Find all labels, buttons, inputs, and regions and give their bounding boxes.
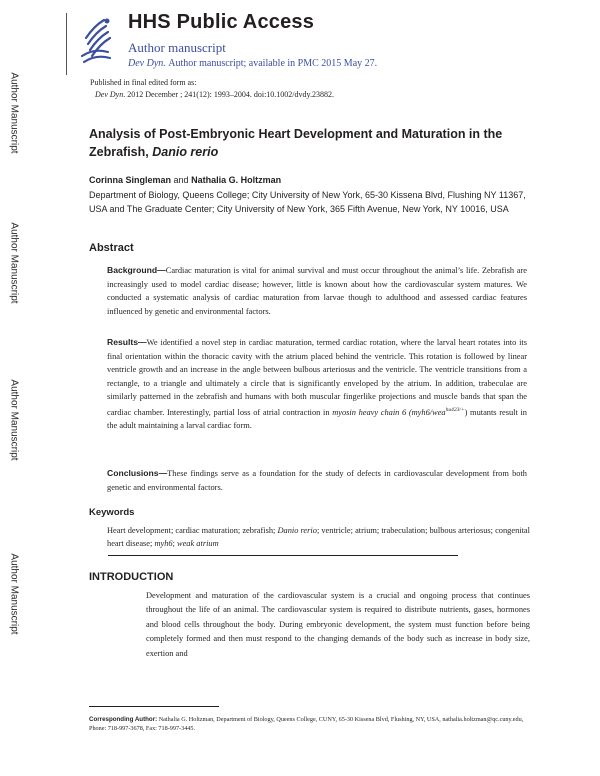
introduction-heading: INTRODUCTION xyxy=(89,571,174,583)
keywords-divider xyxy=(108,555,458,556)
keywords-heading: Keywords xyxy=(89,507,135,518)
citation-line: Dev Dyn. 2012 December ; 241(12): 1993–2004. doi:10.1002/dvdy.23882. xyxy=(95,90,335,99)
published-label: Published in final edited form as: xyxy=(90,78,197,87)
introduction-text: Development and maturation of the cardiovascular system is a crucial and ongoing process that continues throughout the life of an animal. The cardiovascular system is required to distribute nutrients, gases, hormones and blood cells throughout the body. During embryonic development, the system must function before being completely formed and then must respond to the changing demands of the body such as increase in body size, exertion and xyxy=(146,591,530,658)
header-title: HHS Public Access xyxy=(128,11,315,33)
keywords-list: Heart development; cardiac maturation; zebrafish; Danio rerio; ventricle; atrium; trabeculation; bulbous arteriosus; congenital heart disease; myh6; weak atrium xyxy=(107,526,530,548)
hhs-eagle-logo xyxy=(74,12,118,72)
abstract-results: Results—We identified a novel step in cardiac maturation, termed cardiac rotation, where the larval heart rotates into its final orientation within the thoracic cavity with the atrium placed behind the ventricle. This rotation is followed by linear ventricle growth and an increase in the angle between bulbous arteriosus and the ventricle. The ventricle transitions from a rectangle, to a triangle and ultimately a circle that is significantly enveloped by the atrium. In addition, trabeculae are similarly patterned in the zebrafish and humans with both muscular fingerlike projections and muscle bands that span the cardiac chamber. Interestingly, partial loss of atrial contraction in myosin heavy chain 6 (myh6/wea$^{hu423/+}$) mutants result in the adult maintaining a larval cardiac form. xyxy=(107,337,527,431)
footnote-divider xyxy=(89,706,219,707)
sidebar-label-3: Author Manuscript xyxy=(8,378,20,461)
abstract-background: Background—Cardiac maturation is vital for animal survival and must occur throughout the animal’s life. Zebrafish are increasingly used to model cardiac disease; however, little is known about how the cardiovascular system matures. We conducted a systematic analysis of cardiac maturation from larvae though to adulthood and assessed cardiac features influenced by genetic and environmental factors. xyxy=(107,265,527,316)
abstract-conclusions: Conclusions—These findings serve as a foundation for the study of defects in cardiovascular development from both genetic and environmental factors. xyxy=(107,468,527,492)
header-subtitle: Author manuscript xyxy=(128,40,226,55)
sidebar-label-4: Author Manuscript xyxy=(8,552,20,635)
sidebar-label-2: Author Manuscript xyxy=(8,221,20,304)
corresponding-author-footnote: Corresponding Author: Nathalia G. Holtzman, Department of Biology, Queens College, CUNY, 65-30 Kissena Blvd, Flushing, NY, USA, nathalia.holtzman@qc.cuny.edu, Phone: 718-997-3678, Fax: 718-997-3445. xyxy=(89,716,524,732)
header-journal-line: Dev Dyn. Author manuscript; available in PMC 2015 May 27. xyxy=(128,58,378,69)
abstract-heading: Abstract xyxy=(89,242,134,254)
sidebar-label-1: Author Manuscript xyxy=(8,71,20,154)
header-divider xyxy=(66,13,67,75)
author-list: Corinna Singleman and Nathalia G. Holtzman xyxy=(89,175,282,185)
affiliation: Department of Biology, Queens College; City University of New York, 65-30 Kissena Blvd, Flushing NY 11367, USA and The Graduate Center; City University of New York, 365 Fifth Avenue, New York, NY 10016, USA xyxy=(89,190,526,214)
article-title: Analysis of Post-Embryonic Heart Development and Maturation in the Zebrafish, Danio rerio xyxy=(89,127,503,159)
